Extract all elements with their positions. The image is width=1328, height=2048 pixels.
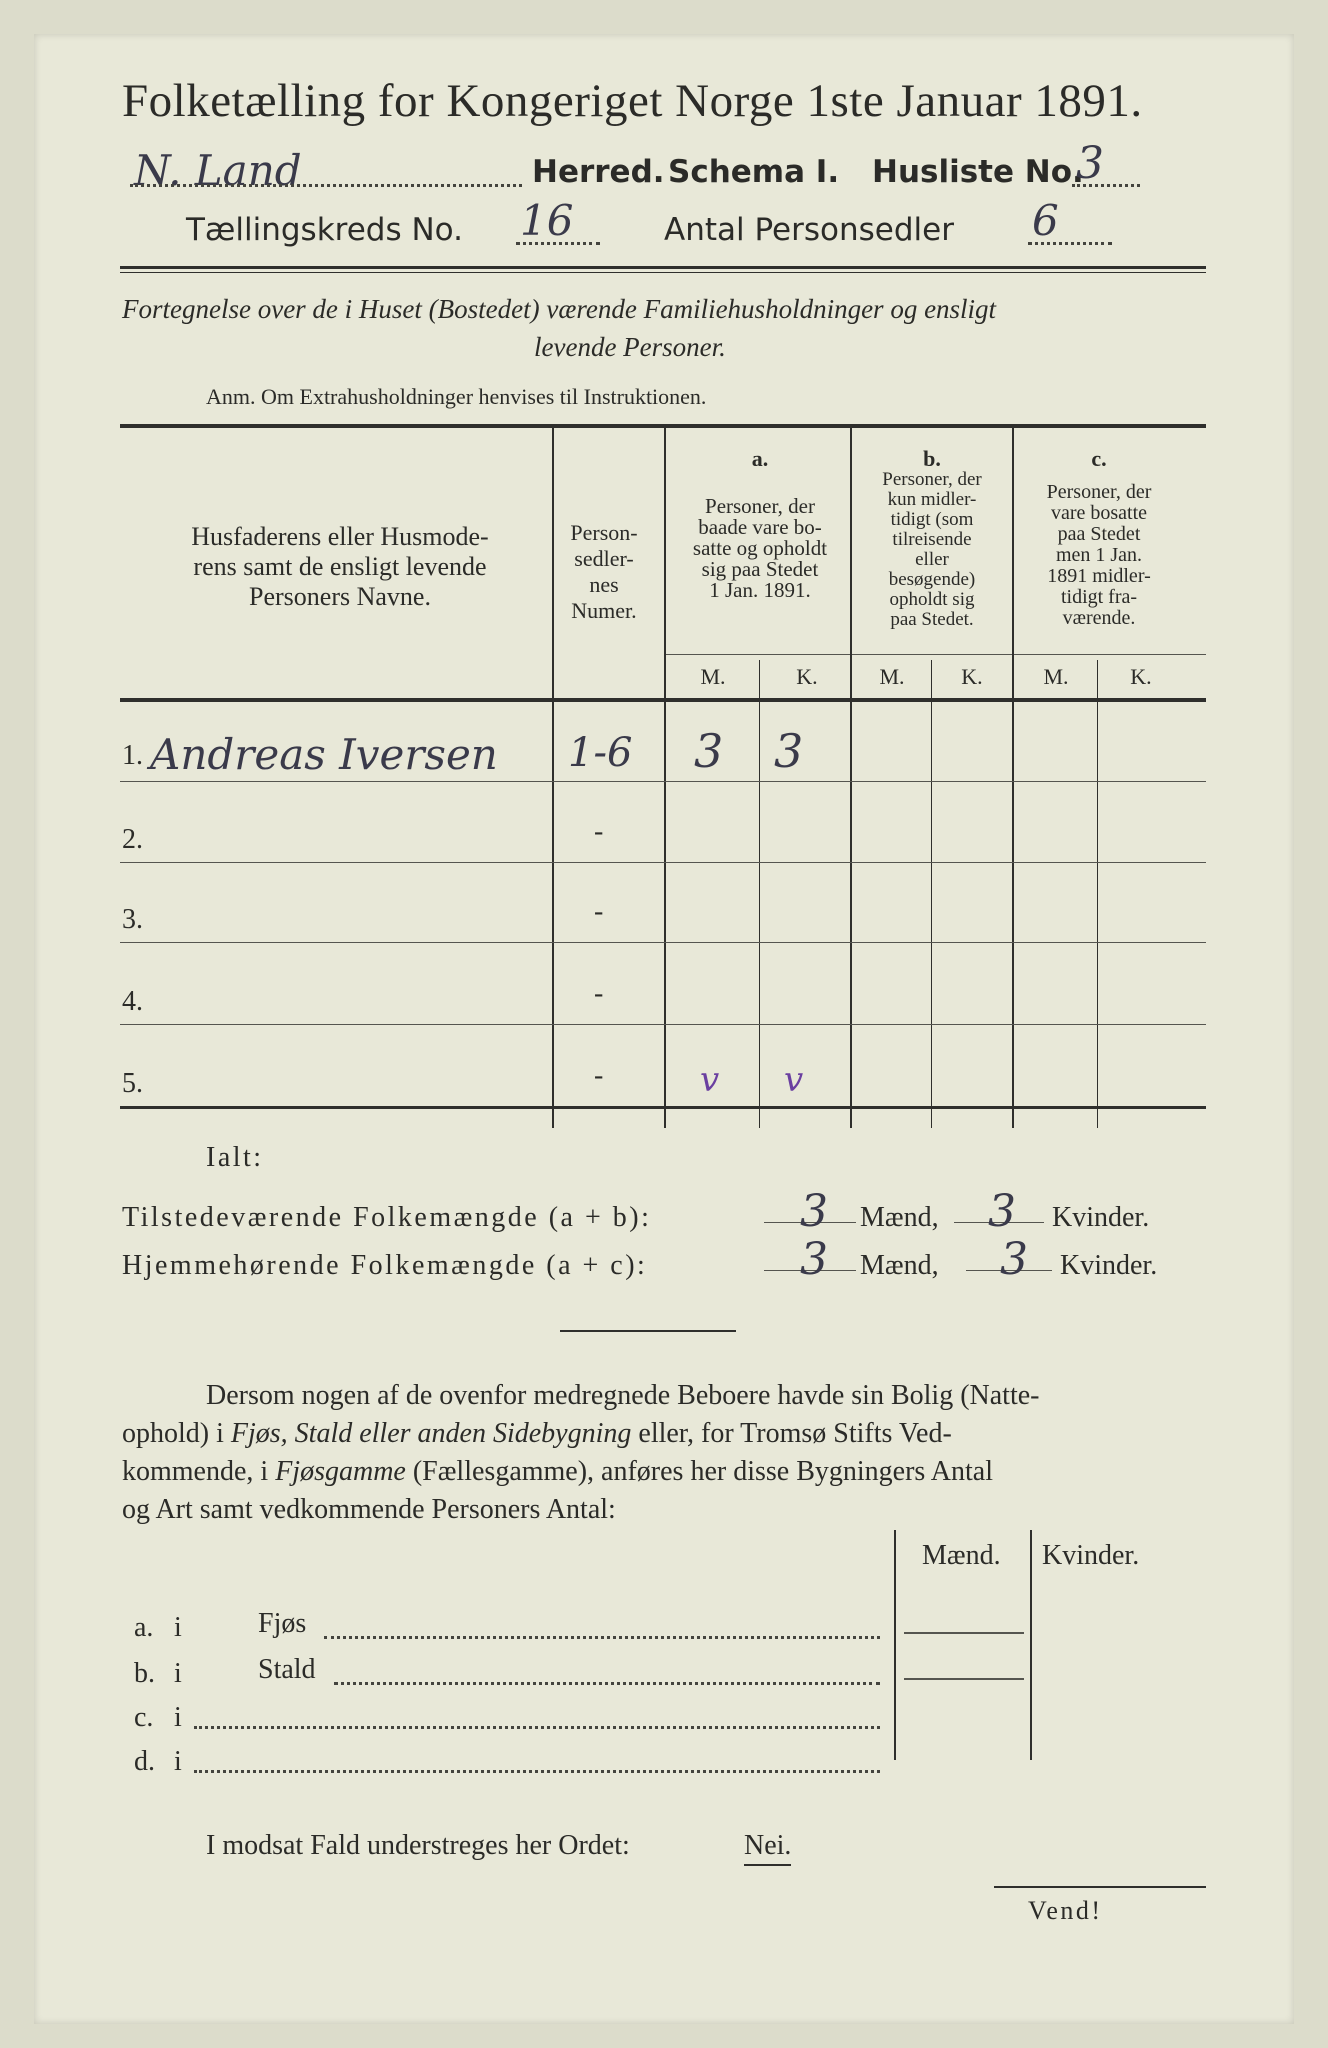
- tilstede-kvinder: Kvinder.: [1052, 1202, 1150, 1233]
- anm-note: Anm. Om Extrahusholdninger henvises til Instruktionen.: [206, 384, 707, 409]
- kreds-value: 16: [520, 196, 574, 245]
- husliste-label: Husliste No.: [872, 154, 1084, 190]
- notice-line-1: Dersom nogen af de ovenfor medregnede Beboere havde sin Bolig (Natte-: [206, 1380, 1040, 1411]
- row-number: 1.: [122, 740, 143, 771]
- antal-value: 6: [1032, 196, 1059, 245]
- vend-label: Vend!: [1028, 1896, 1103, 1925]
- row-name: Andreas Iversen: [150, 730, 498, 779]
- vline-c-mk: [1097, 660, 1098, 1128]
- notice-line-4: og Art samt vedkommende Personers Antal:: [122, 1494, 616, 1525]
- row-num: -: [594, 896, 604, 927]
- herred-label: Herred.: [532, 154, 665, 190]
- section-separator: [560, 1330, 736, 1332]
- col-a-m-label: M.: [700, 664, 726, 689]
- vline-num: [664, 428, 666, 1128]
- row-a-m: 3: [694, 724, 724, 778]
- hjemme-kvinder: Kvinder.: [1060, 1250, 1158, 1281]
- building-i: i: [174, 1702, 182, 1733]
- tilstede-maend: Mænd,: [860, 1202, 939, 1233]
- building-letter: b.: [134, 1658, 155, 1689]
- antal-dotted-line: [1028, 242, 1112, 245]
- building-label: Fjøs: [258, 1608, 307, 1639]
- row-a-k: v: [784, 1060, 804, 1100]
- hjemme-k-value: 3: [1000, 1234, 1028, 1285]
- vline-a-mk: [759, 660, 760, 1128]
- row-number: 4.: [122, 986, 143, 1017]
- row-a-k: 3: [774, 724, 804, 778]
- building-letter: c.: [134, 1702, 154, 1733]
- building-maend-dash: [904, 1678, 1024, 1680]
- col-name-header: Husfaderens eller Husmode- rens samt de ensligt levende Personers Navne.: [191, 522, 489, 611]
- col-b-k-label: K.: [961, 664, 983, 689]
- antal-label: Antal Personsedler: [664, 212, 954, 248]
- tilstede-label: Tilstedeværende Folkemængde (a + b):: [122, 1202, 652, 1233]
- col-a-k-label: K.: [796, 664, 818, 689]
- row-rule: [120, 862, 1206, 863]
- nei-word: Nei.: [744, 1830, 791, 1866]
- building-i: i: [174, 1658, 182, 1689]
- row-num: -: [594, 816, 604, 847]
- modsat-label: I modsat Fald understreges her Ordet:: [206, 1830, 630, 1861]
- hjemme-m-value: 3: [800, 1234, 828, 1285]
- col-b-m-label: M.: [879, 664, 905, 689]
- col-b-letter: b.: [923, 446, 941, 471]
- schema-label: Schema I.: [668, 154, 840, 190]
- row-number: 3.: [122, 904, 143, 935]
- hjemme-maend: Mænd,: [860, 1250, 939, 1281]
- col-b-header: Personer, der kun midler- tidigt (som tilreisende eller besøgende) opholdt sig paa Stedet.: [882, 469, 982, 630]
- row-num: -: [594, 978, 604, 1009]
- row-rule: [120, 1024, 1206, 1025]
- building-letter: d.: [134, 1746, 155, 1777]
- building-label: Stald: [258, 1654, 316, 1685]
- vline-a: [850, 428, 852, 1128]
- header-rule: [120, 266, 1206, 269]
- intro-line-2: levende Personer.: [534, 332, 726, 362]
- building-dotted-line: [324, 1636, 880, 1639]
- vend-rule: [994, 1886, 1206, 1888]
- col-c-m-label: M.: [1043, 664, 1069, 689]
- row-number: 5.: [122, 1068, 143, 1099]
- header-rule-thin: [120, 272, 1206, 273]
- kreds-label: Tællingskreds No.: [186, 212, 463, 248]
- form-title: Folketælling for Kongeriget Norge 1ste Januar 1891.: [122, 75, 1143, 127]
- mini-col-maend: Mænd.: [922, 1540, 1001, 1571]
- husliste-dotted-line: [1072, 184, 1140, 187]
- col-c-k-label: K.: [1130, 664, 1152, 689]
- building-letter: a.: [134, 1612, 154, 1643]
- ialt-label: Ialt:: [206, 1142, 264, 1173]
- building-dotted-line: [194, 1726, 880, 1729]
- row-a-m: v: [700, 1060, 720, 1100]
- hjemme-label: Hjemmehørende Folkemængde (a + c):: [122, 1250, 648, 1281]
- col-c-header: Personer, der vare bosatte paa Stedet men 1 Jan. 1891 midler- tidigt fra- værende.: [1046, 481, 1152, 629]
- building-maend-dash: [904, 1632, 1024, 1634]
- vline-name: [552, 428, 554, 1128]
- row-num: -: [594, 1060, 604, 1091]
- intro-line-1: Fortegnelse over de i Huset (Bostedet) værende Familiehusholdninger og ensligt: [122, 294, 997, 324]
- tilstede-m-value: 3: [800, 1186, 828, 1237]
- tilstede-k-value: 3: [988, 1186, 1016, 1237]
- kreds-dotted-line: [516, 242, 600, 245]
- col-num-header: Person- sedler- nes Numer.: [570, 520, 638, 623]
- building-i: i: [174, 1612, 182, 1643]
- mk-top-rule: [666, 654, 1206, 655]
- col-a-letter: a.: [751, 446, 769, 471]
- table-header-rule: [120, 698, 1206, 702]
- row-rule: [120, 781, 1206, 782]
- building-dotted-line: [194, 1770, 880, 1773]
- herred-dotted-line: [130, 184, 522, 187]
- mini-col-kvinder: Kvinder.: [1042, 1540, 1140, 1571]
- census-form: [34, 34, 1294, 2024]
- building-dotted-line: [334, 1682, 880, 1685]
- building-i: i: [174, 1746, 182, 1777]
- col-c-letter: c.: [1091, 446, 1107, 471]
- row-number: 2.: [122, 824, 143, 855]
- col-a-header: Personer, der baade vare bo- satte og opholdt sig paa Stedet 1 Jan. 1891.: [692, 494, 828, 602]
- notice-line-2: ophold) i Fjøs, Stald eller anden Sidebygning eller, for Tromsø Stifts Ved-: [122, 1418, 952, 1449]
- vline-b: [1012, 428, 1014, 1128]
- table-bottom-rule: [120, 1106, 1206, 1109]
- vline-b-mk: [931, 660, 932, 1128]
- table-top-rule: [120, 424, 1206, 428]
- row-rule: [120, 942, 1206, 943]
- row-num: 1-6: [568, 730, 633, 776]
- husliste-value: 3: [1076, 138, 1104, 189]
- herred-value: N. Land: [134, 146, 302, 195]
- mini-vline-1: [894, 1530, 896, 1760]
- notice-line-3: kommende, i Fjøsgamme (Fællesgamme), anføres her disse Bygningers Antal: [122, 1456, 993, 1487]
- mini-vline-2: [1030, 1530, 1032, 1760]
